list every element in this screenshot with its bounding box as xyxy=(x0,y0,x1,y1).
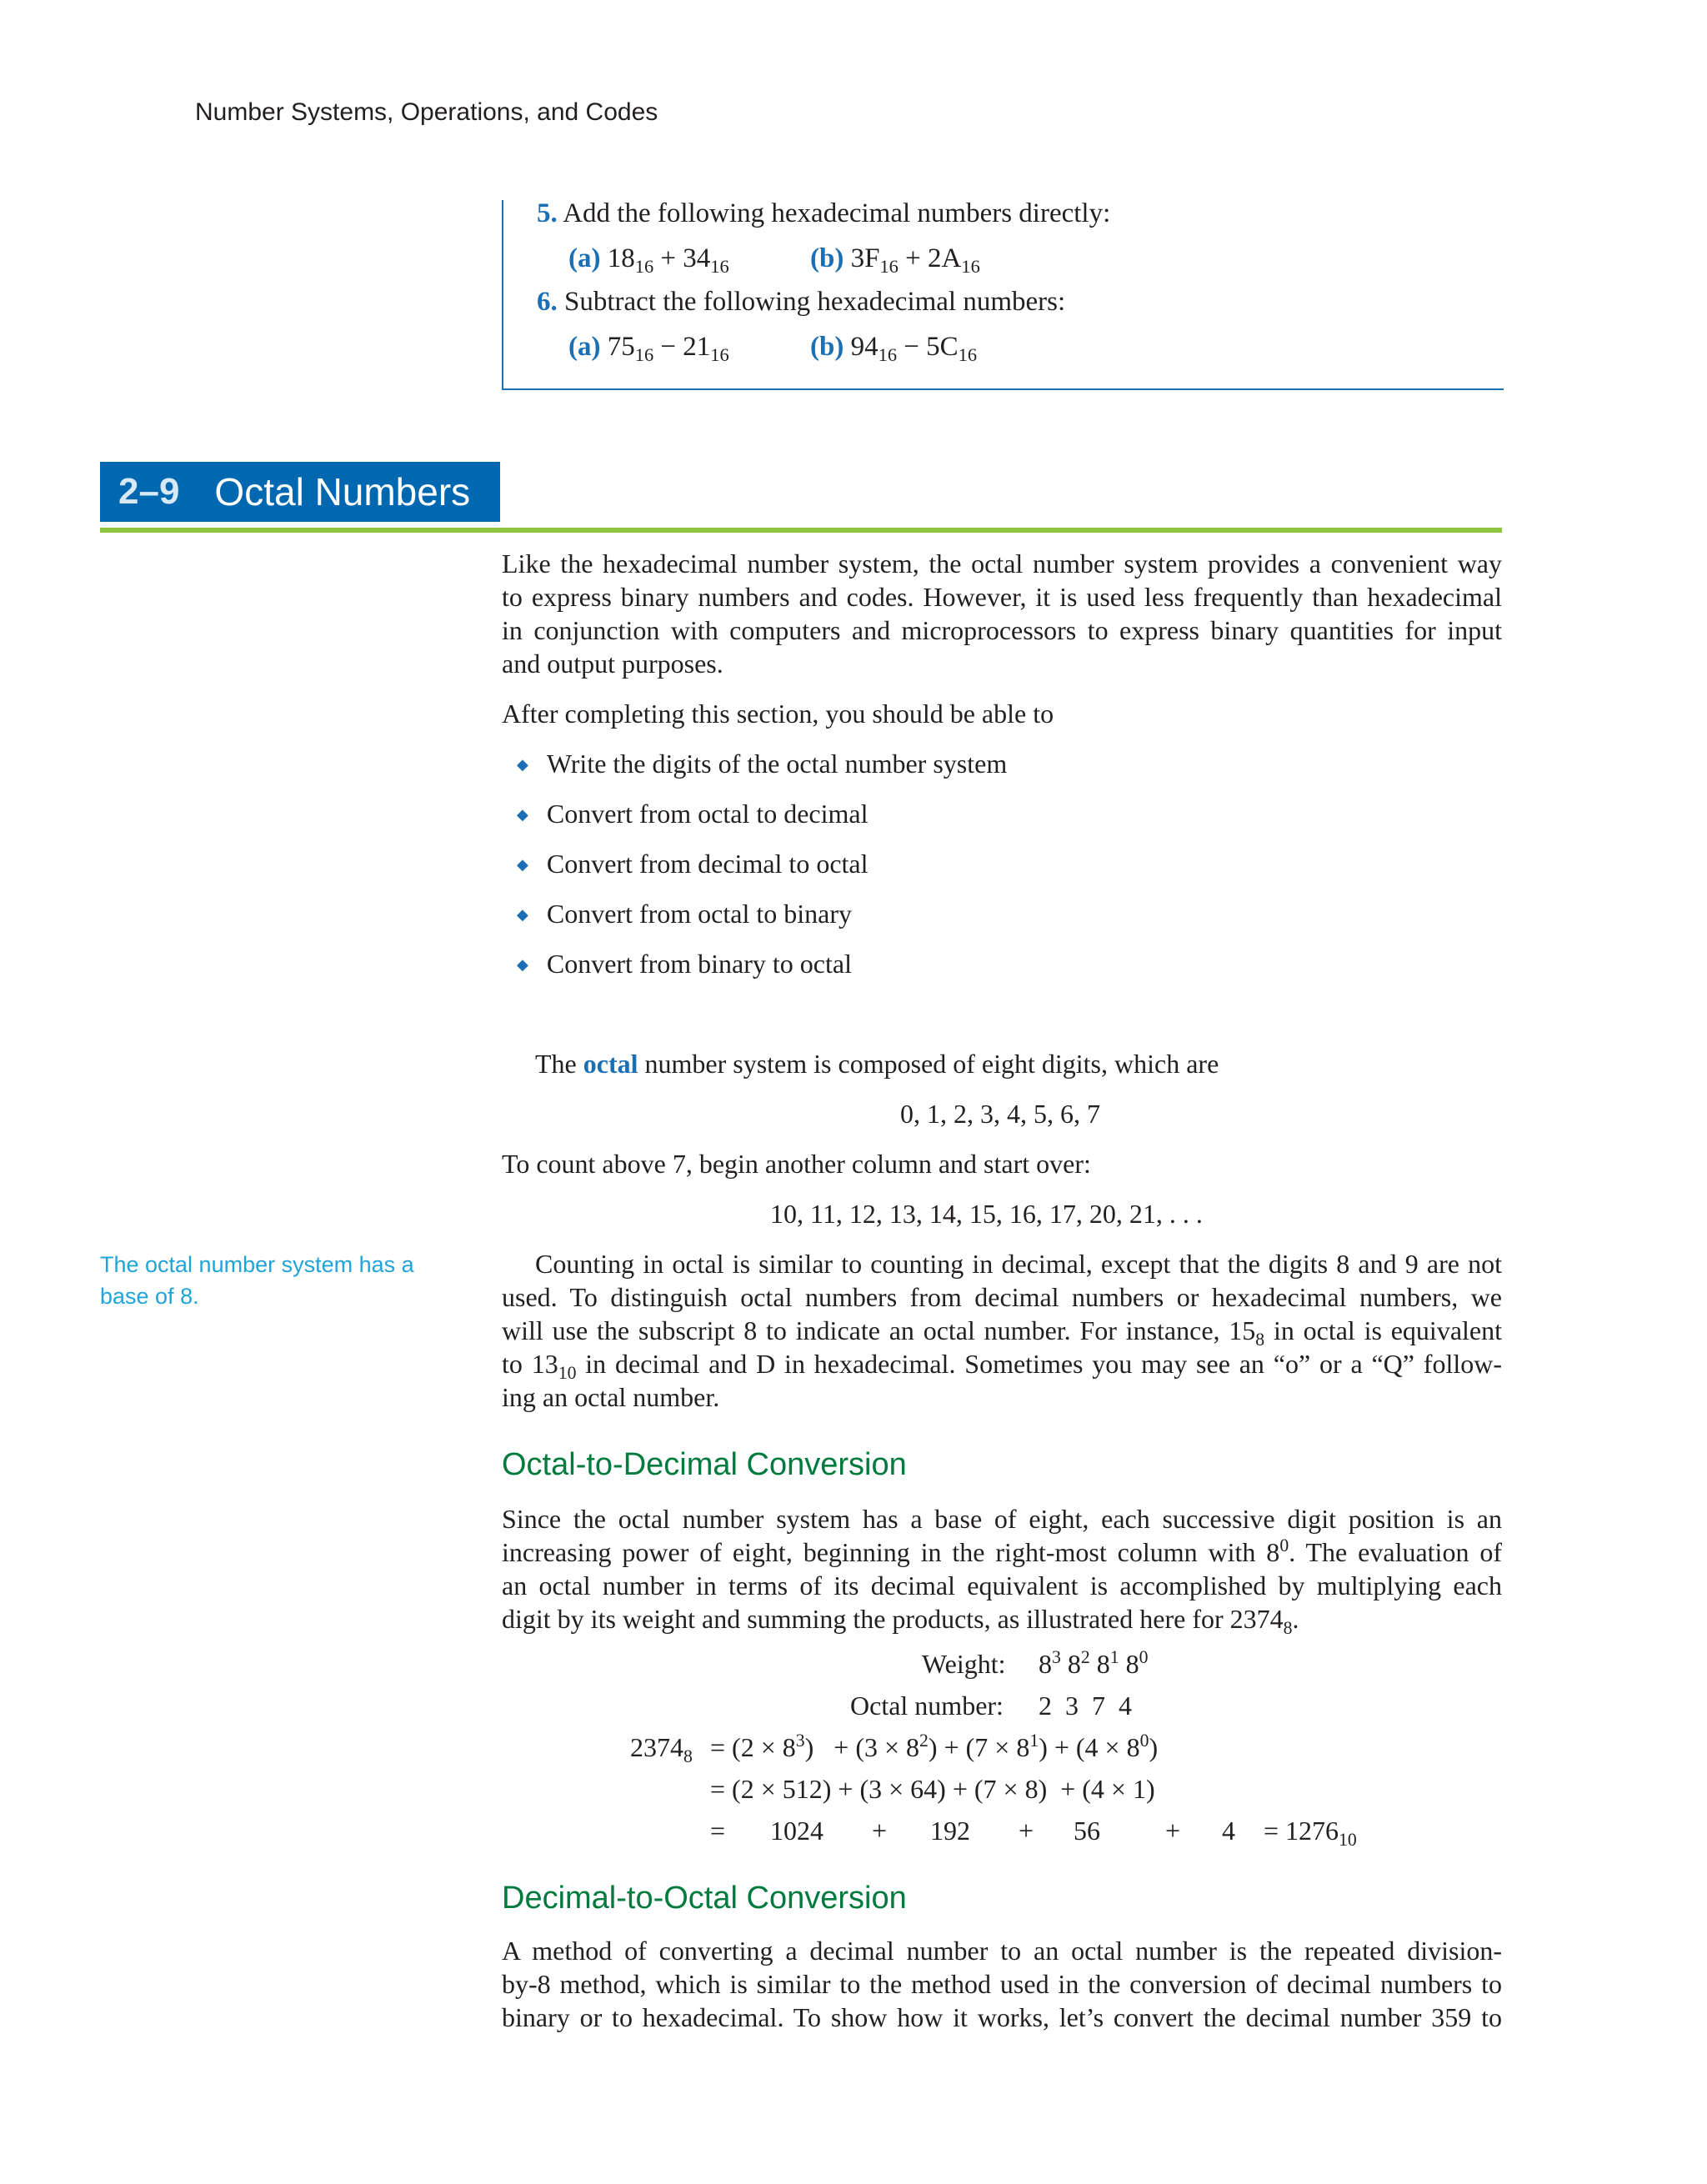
term: 192 xyxy=(930,1816,970,1846)
text: to 13 xyxy=(502,1349,558,1379)
text: in octal is equivalent xyxy=(1264,1315,1502,1345)
text: digit by its weight and summing the products, as illustrated here for 2374 xyxy=(502,1604,1284,1634)
term: + xyxy=(1165,1816,1181,1846)
paragraph-line: used. To distinguish octal numbers from decimal numbers or hexadecimal numbers, we xyxy=(502,1282,1502,1312)
paragraph-line: ing an octal number. xyxy=(502,1382,720,1412)
superscript: 0 xyxy=(1279,1535,1289,1556)
q6b-label: (b) xyxy=(810,332,844,362)
paragraph-line: by-8 method, which is similar to the method used in the conversion of decimal numbers to xyxy=(502,1969,1502,1999)
paragraph-line xyxy=(502,1314,1502,1350)
counting-paragraph xyxy=(502,1247,1502,1414)
review-q5a xyxy=(568,242,729,278)
q5a-operator: + xyxy=(660,243,677,273)
exp: 3 xyxy=(795,1731,805,1751)
q5b-operand1: 3F xyxy=(850,243,880,273)
q5b-operand2-base: 16 xyxy=(961,256,980,278)
intro-line: in conjunction with computers and microprocessors to express binary quantities for input xyxy=(502,615,1502,645)
lhs-value: 2374 xyxy=(630,1732,683,1762)
paragraph-line: Counting in octal is similar to counting in decimal, except that the digits 8 and 9 are not xyxy=(535,1249,1502,1279)
intro-line: Like the hexadecimal number system, the octal number system provides a convenient way xyxy=(502,549,1502,579)
objective-item xyxy=(517,797,869,834)
text: number system is composed of eight digits, which are xyxy=(638,1049,1219,1079)
text: . xyxy=(1292,1604,1299,1634)
octal-number-digits: 2 3 7 4 xyxy=(1039,1691,1132,1721)
weight-exp: 2 xyxy=(1080,1647,1090,1668)
octal-definition xyxy=(535,1047,1502,1080)
review-q5 xyxy=(537,197,1110,230)
q6b-operand2: 5C xyxy=(926,332,959,362)
objective-item xyxy=(517,747,1007,784)
text: will use the subscript 8 to indicate an octal number. For instance, 15 xyxy=(502,1315,1256,1345)
objective-text: Convert from octal to decimal xyxy=(546,799,869,829)
q6b-operand1: 94 xyxy=(850,332,879,362)
q5b-operator: + xyxy=(905,243,921,273)
intro-line: and output purposes. xyxy=(502,649,723,679)
diamond-bullet-icon: ◆ xyxy=(517,906,528,923)
running-head: Number Systems, Operations, and Codes xyxy=(195,98,658,126)
weight-base: 8 xyxy=(1096,1649,1110,1679)
weight-exp: 3 xyxy=(1052,1647,1061,1668)
exp: 0 xyxy=(1139,1731,1149,1751)
q5b-operand2: 2A xyxy=(928,243,962,273)
paragraph-line xyxy=(502,1347,1503,1383)
objective-text: Convert from octal to binary xyxy=(546,899,852,929)
text: increasing power of eight, beginning in the right-most column with 8 xyxy=(502,1537,1280,1567)
paragraph-line: A method of converting a decimal number to an octal number is the repeated division- xyxy=(502,1936,1502,1966)
diamond-bullet-icon: ◆ xyxy=(517,856,528,873)
q5a-operand1: 18 xyxy=(607,243,635,273)
term: ) xyxy=(1039,1732,1048,1762)
q6-text: Subtract the following hexadecimal numbers: xyxy=(564,287,1066,317)
term: 4 xyxy=(1222,1816,1235,1846)
objective-text: Convert from binary to octal xyxy=(546,949,852,979)
objectives-lead: After completing this section, you should be able to xyxy=(502,699,1054,729)
weight-base: 8 xyxy=(1067,1649,1081,1679)
term: = (2 × 512) xyxy=(710,1774,832,1804)
section-heading xyxy=(100,462,500,522)
review-q6a xyxy=(568,330,729,366)
decimal-to-octal-paragraph xyxy=(502,1934,1502,2034)
paragraph-line: an octal number in terms of its decimal equivalent is accomplished by multiplying each xyxy=(502,1570,1502,1600)
paragraph-line: binary or to hexadecimal. To show how it works, let’s convert the decimal number 359 to xyxy=(502,2002,1502,2032)
q6b-operand2-base: 16 xyxy=(958,344,978,366)
q5a-label: (a) xyxy=(568,243,601,273)
term: + (3 × 8 xyxy=(833,1732,920,1762)
q6a-operand2-base: 16 xyxy=(710,344,729,366)
objective-item xyxy=(517,947,852,984)
octal-digits: 0, 1, 2, 3, 4, 5, 6, 7 xyxy=(900,1099,1100,1129)
objective-text: Convert from decimal to octal xyxy=(546,849,869,879)
section-rule xyxy=(100,528,1502,533)
margin-note: The octal number system has a base of 8. xyxy=(100,1252,414,1309)
term: + (4 × 1) xyxy=(1060,1774,1155,1804)
q5b-operand1-base: 16 xyxy=(879,256,899,278)
term: + (3 × 64) xyxy=(838,1774,946,1804)
diamond-bullet-icon: ◆ xyxy=(517,756,528,773)
term: ) xyxy=(804,1732,814,1762)
diamond-bullet-icon: ◆ xyxy=(517,956,528,973)
weight-exp: 1 xyxy=(1109,1647,1119,1668)
weight-base: 8 xyxy=(1125,1649,1139,1679)
q5-number: 5. xyxy=(537,198,558,228)
intro-paragraph xyxy=(502,547,1502,680)
keyword-octal: octal xyxy=(583,1049,638,1079)
q6a-operand2: 21 xyxy=(683,332,711,362)
q5a-operand1-base: 16 xyxy=(634,256,654,278)
diamond-bullet-icon: ◆ xyxy=(517,806,528,823)
term: 56 xyxy=(1074,1816,1100,1846)
equation-row-1 xyxy=(710,1731,1158,1764)
paragraph-line xyxy=(502,1535,1502,1569)
paragraph-line xyxy=(502,1602,1502,1638)
subscript: 8 xyxy=(1283,1617,1293,1638)
count-above: To count above 7, begin another column and start over: xyxy=(502,1149,1091,1179)
q6a-label: (a) xyxy=(568,332,601,362)
subheading-octal-to-decimal: Octal-to-Decimal Conversion xyxy=(502,1447,907,1482)
q6a-operand1-base: 16 xyxy=(634,344,654,366)
review-q6b xyxy=(810,330,978,366)
objective-text: Write the digits of the octal number system xyxy=(546,749,1008,779)
weight-base: 8 xyxy=(1039,1649,1052,1679)
q5-text: Add the following hexadecimal numbers directly: xyxy=(563,198,1111,228)
equation-row-3 xyxy=(710,1814,1394,1850)
section-number: 2–9 xyxy=(118,471,180,512)
lhs-base: 8 xyxy=(683,1746,693,1766)
result xyxy=(1264,1814,1357,1850)
weight-exp: 0 xyxy=(1139,1647,1149,1668)
term: = (2 × 8 xyxy=(710,1732,796,1762)
count-sequence: 10, 11, 12, 13, 14, 15, 16, 17, 20, 21, . . . xyxy=(770,1199,1203,1229)
section-title: Octal Numbers xyxy=(214,470,471,513)
review-q6 xyxy=(537,285,1065,318)
weight-label: Weight: xyxy=(922,1649,1006,1679)
q5a-operand2: 34 xyxy=(683,243,711,273)
term: + xyxy=(1019,1816,1034,1846)
equation-lhs xyxy=(630,1731,693,1764)
objective-item xyxy=(517,897,852,934)
q6b-operator: − xyxy=(904,332,919,362)
weight-values xyxy=(1039,1647,1149,1681)
q6a-operand1: 75 xyxy=(607,332,635,362)
exp: 1 xyxy=(1029,1731,1039,1751)
term: + (4 × 8 xyxy=(1054,1732,1140,1762)
q6a-operator: − xyxy=(660,332,677,362)
subscript: 10 xyxy=(558,1362,577,1383)
intro-line: to express binary numbers and codes. However, it is used less frequently than hexadecimal xyxy=(502,582,1502,612)
octal-number-label: Octal number: xyxy=(850,1691,1004,1721)
term: + (7 × 8) xyxy=(952,1774,1048,1804)
equation-row-2 xyxy=(710,1772,1155,1806)
term: ) xyxy=(1149,1732,1159,1762)
q5a-operand2-base: 16 xyxy=(710,256,729,278)
q6b-operand1-base: 16 xyxy=(878,344,898,366)
exp: 2 xyxy=(919,1731,929,1751)
term: ) xyxy=(928,1732,938,1762)
review-q5b xyxy=(810,242,980,278)
result-value: = 1276 xyxy=(1264,1816,1339,1846)
result-base: 10 xyxy=(1339,1829,1357,1850)
term: 1024 xyxy=(770,1816,823,1846)
octal-to-decimal-paragraph xyxy=(502,1502,1503,1638)
q6-number: 6. xyxy=(537,287,558,317)
text: . The evaluation of xyxy=(1289,1537,1503,1567)
term: + (7 × 8 xyxy=(944,1732,1030,1762)
paragraph-line: Since the octal number system has a base of eight, each successive digit position is an xyxy=(502,1504,1502,1534)
subheading-decimal-to-octal: Decimal-to-Octal Conversion xyxy=(502,1881,907,1916)
text: in decimal and D in hexadecimal. Sometimes you may see an “o” or a “Q” follow- xyxy=(576,1349,1503,1379)
text: The xyxy=(535,1049,583,1079)
q5b-label: (b) xyxy=(810,243,844,273)
objective-item xyxy=(517,847,869,884)
subscript: 8 xyxy=(1255,1329,1265,1350)
term: = xyxy=(710,1816,726,1846)
term: + xyxy=(872,1816,888,1846)
